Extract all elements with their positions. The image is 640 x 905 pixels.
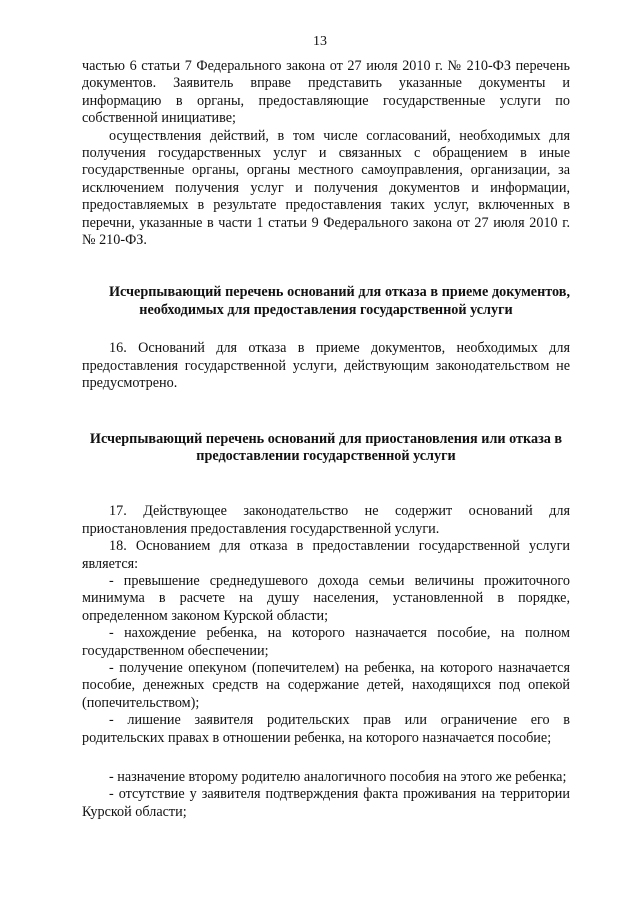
list-item: - лишение заявителя родительских прав или ограничение его в родительских правах в отношении ребенка, на которого назначается пособие; xyxy=(82,712,570,746)
list-item: - назначение второму родителю аналогичного пособия на этого же ребенка; xyxy=(109,769,567,785)
page-number: 13 xyxy=(313,34,327,49)
list-item: - нахождение ребенка, на которого назначается пособие, на полном государственном обеспечении; xyxy=(82,625,570,659)
paragraph-actions: осуществления действий, в том числе согласований, необходимых для получения государственных услуг и связанных с обращением в иные государственные органы, органы местного самоуправления, организации, за исключением получения услуг и получения документов и информации, предоставляемых в результате предоставления таких услуг, включенных в перечни, указанные в части 1 статьи 9 Федерального закона от 27 июля 2010 г. № 210-ФЗ. xyxy=(82,127,570,249)
paragraph-18: 18. Основанием для отказа в предоставлении государственной услуги является: xyxy=(82,538,570,572)
heading-refusal-acceptance: Исчерпывающий перечень оснований для отказа в приеме документов, необходимых для предоставления государственной услуги xyxy=(109,284,570,318)
paragraph-continuation: частью 6 статьи 7 Федерального закона от 27 июля 2010 г. № 210-ФЗ перечень документов. Заявитель вправе представить указанные документы и информацию в органы, предоставляющие государственные услуги по собственной инициативе; xyxy=(82,58,570,127)
list-item: - получение опекуном (попечителем) на ребенка, на которого назначается пособие, денежных средств на содержание детей, находящихся под опекой (попечительством); xyxy=(82,659,570,711)
document-body xyxy=(82,58,570,821)
list-item: - отсутствие у заявителя подтверждения факта проживания на территории Курской области; xyxy=(82,786,570,820)
heading-refusal-service: Исчерпывающий перечень оснований для приостановления или отказа в предоставлении государственной услуги xyxy=(89,430,563,464)
paragraph-17: 17. Действующее законодательство не содержит оснований для приостановления предоставления государственной услуги. xyxy=(82,503,570,537)
list-item: - превышение среднедушевого дохода семьи величины прожиточного минимума в расчете на душу населения, установленной в порядке, определенном законом Курской области; xyxy=(82,572,570,624)
paragraph-16: 16. Оснований для отказа в приеме документов, необходимых для предоставления государственной услуги, действующим законодательством не предусмотрено. xyxy=(82,340,570,392)
